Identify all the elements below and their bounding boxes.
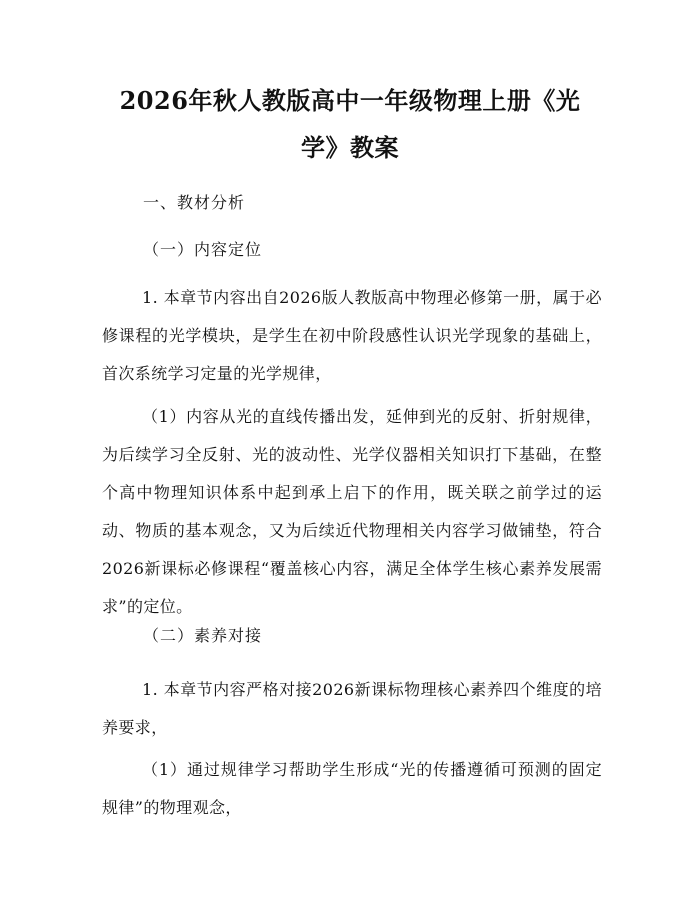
paragraph-content-source: 1. 本章节内容出自2026版人教版高中物理必修第一册，属于必修课程的光学模块，是学生在初中阶段感性认识光学现象的基础上，首次系统学习定量的光学规律， — [102, 288, 602, 383]
paragraph-content-scope: （1）内容从光的直线传播出发，延伸到光的反射、折射规律，为后续学习全反射、光的波动性、光学仪器相关知识打下基础，在整个高中物理知识体系中起到承上启下的作用，既关联之前学过的运动、物质的基本观念，又为后续近代物理相关内容学习做铺垫，符合2026新课标必修课程“覆盖核心内容，满足全体学生核心素养发展需求”的定位。 — [102, 407, 602, 616]
subsection-heading-literacy-alignment: （二）素养对接 — [143, 626, 263, 645]
subsection-heading-content-positioning: （一）内容定位 — [143, 240, 263, 259]
paragraph-literacy-dimensions: 1. 本章节内容严格对接2026新课标物理核心素养四个维度的培养要求， — [102, 680, 602, 737]
document-title-line-1: 2026年秋人教版高中一年级物理上册《光 — [119, 86, 581, 115]
section-heading-textbook-analysis: 一、教材分析 — [143, 193, 246, 212]
document-title-line-2: 学》教案 — [301, 133, 399, 162]
paragraph-physics-concept: （1）通过规律学习帮助学生形成“光的传播遵循可预测的固定规律”的物理观念， — [102, 760, 602, 817]
